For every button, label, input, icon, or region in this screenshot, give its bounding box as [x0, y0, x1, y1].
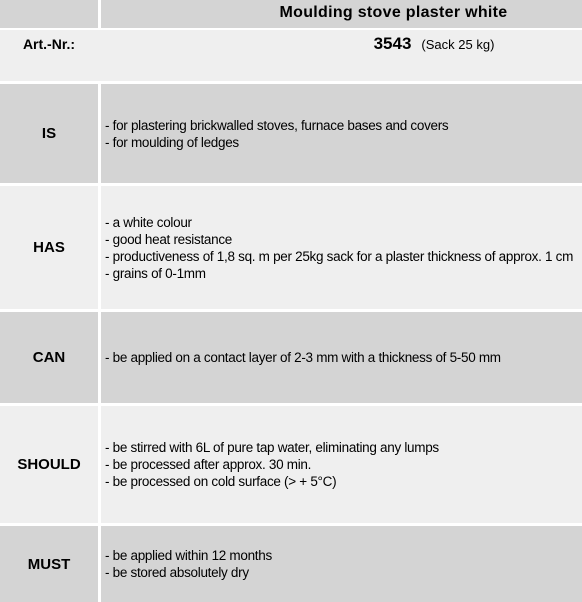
article-row	[0, 30, 582, 81]
section-must-line: - be stored absolutely dry	[105, 565, 249, 580]
section-should-content	[101, 406, 582, 523]
section-has-line: - good heat resistance	[105, 231, 232, 247]
title-row-blank-cell	[0, 0, 98, 28]
section-is-line: - for plastering brickwalled stoves, furnace bases and covers	[105, 117, 449, 133]
section-can-content	[101, 312, 582, 403]
section-has-content	[101, 186, 582, 309]
article-package: (Sack 25 kg)	[421, 37, 495, 52]
section-has-line: - grains of 0-1mm	[105, 265, 206, 281]
section-has-label: HAS	[0, 186, 98, 309]
section-can	[0, 312, 582, 403]
section-is-content	[101, 84, 582, 183]
section-must-content	[101, 526, 582, 602]
section-has-line: - a white colour	[105, 214, 192, 230]
title-row	[0, 0, 582, 28]
section-is	[0, 84, 582, 183]
section-should	[0, 406, 582, 523]
section-has-line: - productiveness of 1,8 sq. m per 25kg sack for a plaster thickness of approx. 1 cm	[105, 248, 574, 264]
section-must	[0, 526, 582, 602]
section-should-line: - be stirred with 6L of pure tap water, eliminating any lumps	[105, 440, 439, 455]
section-can-label: CAN	[0, 312, 98, 403]
section-should-line: - be processed after approx. 30 min.	[105, 457, 312, 472]
section-should-label: SHOULD	[0, 406, 98, 523]
product-title-text: Moulding stove plaster white	[279, 4, 508, 21]
section-can-line: - be applied on a contact layer of 2-3 mm with a thickness of 5-50 mm	[105, 350, 501, 365]
section-is-line: - for moulding of ledges	[105, 134, 239, 150]
product-title	[101, 0, 582, 28]
section-must-label: MUST	[0, 526, 98, 602]
section-should-line: - be processed on cold surface (> + 5°C)	[105, 474, 337, 489]
article-label: Art.-Nr.:	[0, 30, 98, 81]
section-has	[0, 186, 582, 309]
article-number: 3543	[373, 34, 412, 53]
article-value	[101, 30, 582, 81]
section-must-line: - be applied within 12 months	[105, 548, 272, 563]
section-is-label: IS	[0, 84, 98, 183]
